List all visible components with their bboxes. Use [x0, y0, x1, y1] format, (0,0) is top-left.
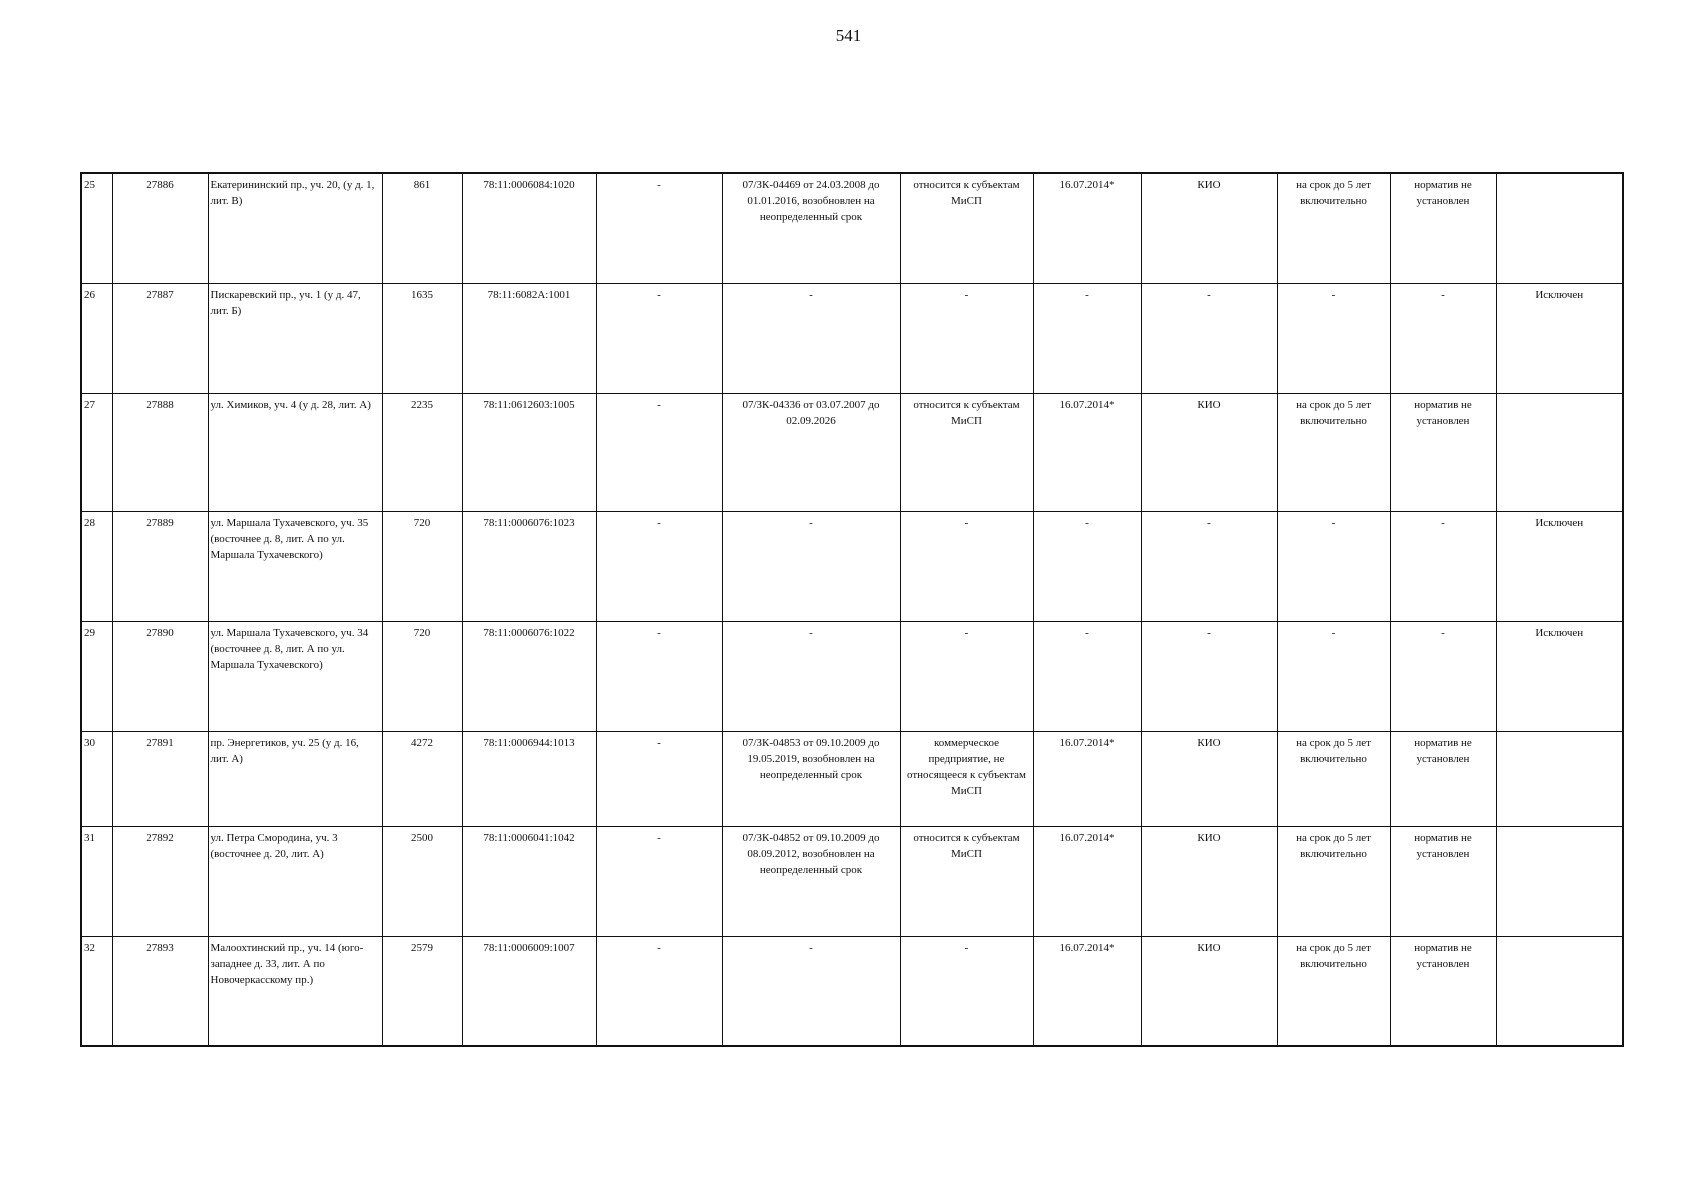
cadastral-number: 78:11:0006041:1042 [462, 826, 596, 936]
note [1496, 393, 1623, 511]
object-code: 27888 [112, 393, 208, 511]
object-code: 27889 [112, 511, 208, 621]
note [1496, 826, 1623, 936]
contract: 07/ЗК-04853 от 09.10.2009 до 19.05.2019, возобновлен на неопределенный срок [722, 731, 900, 826]
term: на срок до 5 лет включительно [1277, 393, 1390, 511]
contract: - [722, 936, 900, 1046]
column-6: - [596, 511, 722, 621]
table-row [81, 283, 1623, 393]
organization: КИО [1141, 936, 1277, 1046]
contract: 07/ЗК-04469 от 24.03.2008 до 01.01.2016, возобновлен на неопределенный срок [722, 173, 900, 283]
area: 861 [382, 173, 462, 283]
contract: 07/ЗК-04336 от 03.07.2007 до 02.09.2026 [722, 393, 900, 511]
norm: норматив не установлен [1390, 731, 1496, 826]
table-row [81, 731, 1623, 826]
organization: КИО [1141, 826, 1277, 936]
organization: - [1141, 283, 1277, 393]
column-6: - [596, 173, 722, 283]
contract: 07/ЗК-04852 от 09.10.2009 до 08.09.2012, возобновлен на неопределенный срок [722, 826, 900, 936]
object-code: 27891 [112, 731, 208, 826]
area: 2579 [382, 936, 462, 1046]
area: 4272 [382, 731, 462, 826]
organization: КИО [1141, 173, 1277, 283]
contract: - [722, 283, 900, 393]
norm: норматив не установлен [1390, 936, 1496, 1046]
cadastral-number: 78:11:0006084:1020 [462, 173, 596, 283]
row-number: 31 [81, 826, 112, 936]
address: ул. Петра Смородина, уч. 3 (восточнее д. 20, лит. А) [208, 826, 382, 936]
note [1496, 173, 1623, 283]
row-number: 30 [81, 731, 112, 826]
object-code: 27890 [112, 621, 208, 731]
object-code: 27886 [112, 173, 208, 283]
date: 16.07.2014* [1033, 826, 1141, 936]
date: 16.07.2014* [1033, 393, 1141, 511]
object-code: 27892 [112, 826, 208, 936]
table-row [81, 173, 1623, 283]
row-number: 32 [81, 936, 112, 1046]
cadastral-number: 78:11:6082А:1001 [462, 283, 596, 393]
row-number: 29 [81, 621, 112, 731]
term: - [1277, 511, 1390, 621]
column-6: - [596, 393, 722, 511]
date: - [1033, 511, 1141, 621]
table-row [81, 936, 1623, 1046]
category: - [900, 621, 1033, 731]
term: - [1277, 621, 1390, 731]
address: Пискаревский пр., уч. 1 (у д. 47, лит. Б) [208, 283, 382, 393]
term: на срок до 5 лет включительно [1277, 731, 1390, 826]
column-6: - [596, 283, 722, 393]
page-number: 541 [835, 26, 862, 45]
address: ул. Маршала Тухачевского, уч. 35 (восточнее д. 8, лит. А по ул. Маршала Тухачевского) [208, 511, 382, 621]
contract: - [722, 511, 900, 621]
contract: - [722, 621, 900, 731]
cadastral-number: 78:11:0006944:1013 [462, 731, 596, 826]
column-6: - [596, 731, 722, 826]
object-code: 27893 [112, 936, 208, 1046]
category: относится к субъектам МиСП [900, 393, 1033, 511]
note [1496, 936, 1623, 1046]
category: - [900, 511, 1033, 621]
column-6: - [596, 826, 722, 936]
norm: норматив не установлен [1390, 826, 1496, 936]
date: 16.07.2014* [1033, 173, 1141, 283]
organization: КИО [1141, 731, 1277, 826]
norm: норматив не установлен [1390, 173, 1496, 283]
organization: - [1141, 511, 1277, 621]
norm: норматив не установлен [1390, 393, 1496, 511]
note: Исключен [1496, 511, 1623, 621]
date: 16.07.2014* [1033, 936, 1141, 1046]
column-6: - [596, 621, 722, 731]
cadastral-number: 78:11:0006076:1023 [462, 511, 596, 621]
address: ул. Маршала Тухачевского, уч. 34 (восточнее д. 8, лит. А по ул. Маршала Тухачевского) [208, 621, 382, 731]
term: на срок до 5 лет включительно [1277, 826, 1390, 936]
row-number: 27 [81, 393, 112, 511]
note [1496, 731, 1623, 826]
area: 720 [382, 511, 462, 621]
category: - [900, 936, 1033, 1046]
cadastral-number: 78:11:0006076:1022 [462, 621, 596, 731]
term: - [1277, 283, 1390, 393]
organization: КИО [1141, 393, 1277, 511]
note: Исключен [1496, 621, 1623, 731]
area: 2500 [382, 826, 462, 936]
norm: - [1390, 511, 1496, 621]
term: на срок до 5 лет включительно [1277, 936, 1390, 1046]
address: пр. Энергетиков, уч. 25 (у д. 16, лит. А) [208, 731, 382, 826]
table-row [81, 621, 1623, 731]
category: относится к субъектам МиСП [900, 173, 1033, 283]
row-number: 28 [81, 511, 112, 621]
date: 16.07.2014* [1033, 731, 1141, 826]
cadastral-number: 78:11:0006009:1007 [462, 936, 596, 1046]
area: 1635 [382, 283, 462, 393]
term: на срок до 5 лет включительно [1277, 173, 1390, 283]
norm: - [1390, 621, 1496, 731]
category: - [900, 283, 1033, 393]
table-row [81, 511, 1623, 621]
table-body [81, 173, 1623, 1046]
address: ул. Химиков, уч. 4 (у д. 28, лит. А) [208, 393, 382, 511]
register-table [80, 172, 1624, 1047]
note: Исключен [1496, 283, 1623, 393]
date: - [1033, 283, 1141, 393]
organization: - [1141, 621, 1277, 731]
object-code: 27887 [112, 283, 208, 393]
norm: - [1390, 283, 1496, 393]
column-6: - [596, 936, 722, 1046]
date: - [1033, 621, 1141, 731]
cadastral-number: 78:11:0612603:1005 [462, 393, 596, 511]
area: 2235 [382, 393, 462, 511]
category: относится к субъектам МиСП [900, 826, 1033, 936]
category: коммерческое предприятие, не относящееся к субъектам МиСП [900, 731, 1033, 826]
area: 720 [382, 621, 462, 731]
address: Екатерининский пр., уч. 20, (у д. 1, лит. В) [208, 173, 382, 283]
row-number: 26 [81, 283, 112, 393]
row-number: 25 [81, 173, 112, 283]
address: Малоохтинский пр., уч. 14 (юго-западнее д. 33, лит. А по Новочеркасскому пр.) [208, 936, 382, 1046]
table-row [81, 826, 1623, 936]
table-row [81, 393, 1623, 511]
